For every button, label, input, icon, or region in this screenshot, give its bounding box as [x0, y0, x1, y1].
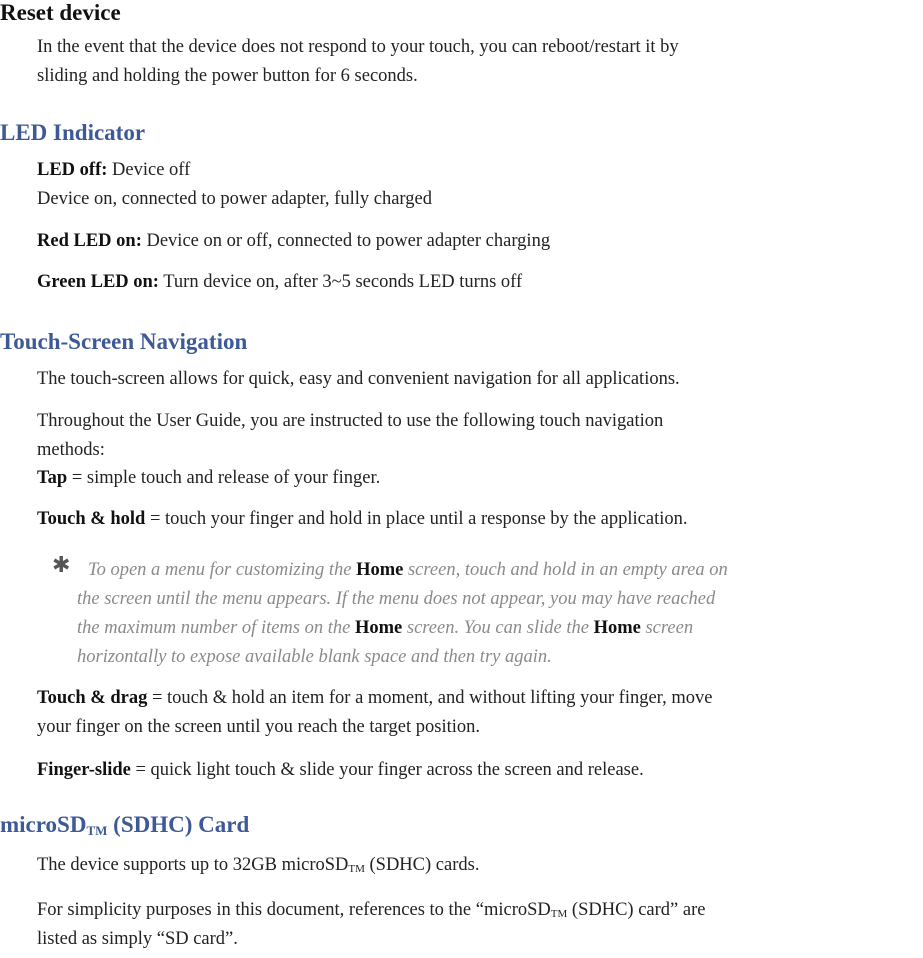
touch-drag-line-2: your finger on the screen until you reach the target position.: [37, 717, 481, 737]
touch-drag-line: [37, 688, 712, 709]
note-text: screen. You can slide the: [402, 618, 594, 638]
touch-intro: The touch-screen allows for quick, easy and convenient navigation for all applications.: [37, 369, 680, 389]
finger-slide-label: Finger-slide: [37, 760, 131, 780]
finger-slide-line: [37, 760, 644, 781]
note-line-3: [77, 618, 693, 639]
touch-hold-text: = touch your finger and hold in place until a response by the application.: [145, 509, 688, 529]
led-off-line-2: Device on, connected to power adapter, fully charged: [37, 189, 432, 209]
red-led-text: Device on or off, connected to power adapter charging: [141, 231, 551, 251]
sd-simplicity-line: [37, 900, 705, 921]
reset-paragraph-line-2: sliding and holding the power button for 6 seconds.: [37, 66, 418, 86]
tap-text: = simple touch and release of your finger.: [67, 468, 381, 488]
sd-text: (SDHC) card” are: [567, 900, 706, 920]
trademark-mark: TM: [86, 823, 108, 838]
sd-text: The device supports up to 32GB microSD: [37, 855, 349, 875]
touch-hold-label: Touch & hold: [37, 509, 146, 529]
reset-paragraph-line-1: In the event that the device does not respond to your touch, you can reboot/restart it by: [37, 37, 679, 57]
note-line-1: [88, 560, 728, 581]
sd-support-line: [37, 855, 479, 876]
led-off-text: Device off: [107, 160, 191, 180]
sd-text: (SDHC) cards.: [364, 855, 480, 875]
sd-text: For simplicity purposes in this document, references to the “microSD: [37, 900, 551, 920]
led-off-line: [37, 160, 190, 181]
section-heading-reset: Reset device: [0, 0, 121, 25]
touch-hold-line: [37, 509, 687, 530]
note-line-4: horizontally to expose available blank space and then try again.: [77, 647, 552, 667]
touch-drag-text: = touch & hold an item for a moment, and without lifting your finger, move: [147, 688, 713, 708]
sd-simplicity-line-2: listed as simply “SD card”.: [37, 929, 238, 949]
green-led-line: [37, 272, 522, 293]
trademark-mark: TM: [348, 863, 365, 875]
touch-guide-line-1: Throughout the User Guide, you are instructed to use the following touch navigation: [37, 411, 664, 431]
led-off-label: LED off:: [37, 160, 108, 180]
note-line-2: the screen until the menu appears. If the menu does not appear, you may have reached: [77, 589, 716, 609]
tap-label: Tap: [37, 468, 68, 488]
touch-guide-line-2: methods:: [37, 440, 105, 460]
tap-line: [37, 468, 380, 489]
note-home-bold: Home: [354, 618, 403, 638]
section-heading-microsd: [0, 812, 249, 839]
red-led-label: Red LED on:: [37, 231, 142, 251]
green-led-text: Turn device on, after 3~5 seconds LED turns off: [158, 272, 523, 292]
note-text: screen, touch and hold in an empty area on: [403, 560, 728, 580]
section-heading-led: LED Indicator: [0, 120, 146, 145]
section-heading-touch: Touch-Screen Navigation: [0, 329, 248, 354]
asterisk-icon: ✱: [52, 552, 71, 577]
note-home-bold: Home: [593, 618, 641, 638]
note-home-bold: Home: [356, 560, 404, 580]
red-led-line: [37, 231, 550, 252]
trademark-mark: TM: [550, 908, 568, 920]
note-text: screen: [640, 618, 694, 638]
note-text: the maximum number of items on the: [77, 618, 355, 638]
note-text: To open a menu for customizing the: [88, 560, 357, 580]
finger-slide-text: = quick light touch & slide your finger across the screen and release.: [130, 760, 644, 780]
heading-text: microSD: [0, 812, 87, 837]
touch-drag-label: Touch & drag: [37, 688, 148, 708]
green-led-label: Green LED on:: [37, 272, 159, 292]
heading-text: (SDHC) Card: [107, 812, 250, 837]
